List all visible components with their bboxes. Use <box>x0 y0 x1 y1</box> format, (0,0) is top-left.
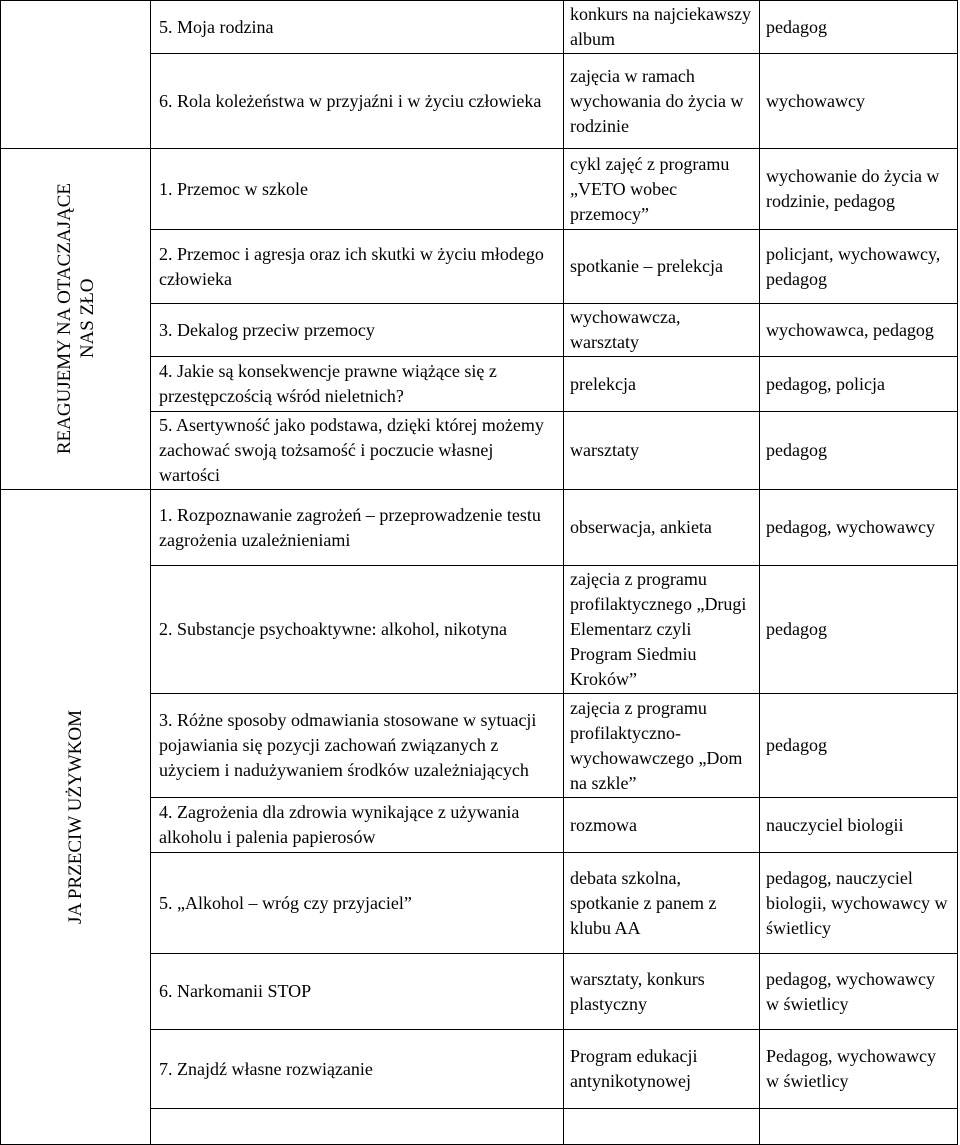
form-cell: zajęcia z programu profilaktyczno-wychowawczego „Dom na szkle” <box>564 694 760 798</box>
responsible-cell: policjant, wychowawcy, pedagog <box>760 230 958 304</box>
topic-cell: 4. Zagrożenia dla zdrowia wynikające z używania alkoholu i palenia papierosów <box>151 798 564 853</box>
topic-cell: 1. Przemoc w szkole <box>151 149 564 230</box>
form-cell: debata szkolna, spotkanie z panem z klubu AA <box>564 853 760 954</box>
responsible-cell: pedagog <box>760 566 958 694</box>
responsible-cell: pedagog, policja <box>760 357 958 412</box>
topic-cell: 5. „Alkohol – wróg czy przyjaciel” <box>151 853 564 954</box>
form-cell: Program edukacji antynikotynowej <box>564 1030 760 1109</box>
responsible-cell <box>760 1109 958 1145</box>
form-cell: prelekcja <box>564 357 760 412</box>
topic-cell: 2. Przemoc i agresja oraz ich skutki w życiu młodego człowieka <box>151 230 564 304</box>
form-cell: warsztaty, konkurs plastyczny <box>564 954 760 1030</box>
form-cell: wychowawcza, warsztaty <box>564 304 760 357</box>
form-cell: warsztaty <box>564 412 760 490</box>
topic-cell: 2. Substancje psychoaktywne: alkohol, nikotyna <box>151 566 564 694</box>
topic-cell: 3. Różne sposoby odmawiania stosowane w sytuacji pojawiania się pozycji zachowań związanych z użyciem i nadużywaniem środków uzależniających <box>151 694 564 798</box>
form-cell: spotkanie – prelekcja <box>564 230 760 304</box>
form-cell <box>564 1109 760 1145</box>
responsible-cell: Pedagog, wychowawcy w świetlicy <box>760 1030 958 1109</box>
topic-cell: 4. Jakie są konsekwencje prawne wiążące się z przestępczością wśród nieletnich? <box>151 357 564 412</box>
responsible-cell: wychowawcy <box>760 54 958 149</box>
responsible-cell: pedagog, nauczyciel biologii, wychowawcy w świetlicy <box>760 853 958 954</box>
topic-cell: 1. Rozpoznawanie zagrożeń – przeprowadzenie testu zagrożenia uzależnieniami <box>151 490 564 566</box>
topic-cell <box>151 1109 564 1145</box>
theme-label-substances: JA PRZECIW UŻYWKOM <box>65 710 86 924</box>
responsible-cell: pedagog <box>760 412 958 490</box>
form-cell: rozmowa <box>564 798 760 853</box>
table-row <box>1 1 958 54</box>
topic-cell: 5. Moja rodzina <box>151 1 564 54</box>
theme-label-violence: REAGUJEMY NA OTACZAJĄCE NAS ZŁO <box>53 183 98 455</box>
theme-cell-violence <box>1 149 151 490</box>
topic-cell: 6. Rola koleżeństwa w przyjaźni i w życiu człowieka <box>151 54 564 149</box>
form-cell: zajęcia z programu profilaktycznego „Drugi Elementarz czyli Program Siedmiu Kroków” <box>564 566 760 694</box>
theme-cell-substances <box>1 490 151 1145</box>
responsible-cell: wychowanie do życia w rodzinie, pedagog <box>760 149 958 230</box>
form-cell: cykl zajęć z programu „VETO wobec przemocy” <box>564 149 760 230</box>
responsible-cell: nauczyciel biologii <box>760 798 958 853</box>
table-row <box>1 149 958 230</box>
responsible-cell: pedagog, wychowawcy w świetlicy <box>760 954 958 1030</box>
theme-cell-empty <box>1 1 151 149</box>
form-cell: obserwacja, ankieta <box>564 490 760 566</box>
responsible-cell: pedagog <box>760 1 958 54</box>
topic-cell: 3. Dekalog przeciw przemocy <box>151 304 564 357</box>
topic-cell: 6. Narkomanii STOP <box>151 954 564 1030</box>
table-row <box>1 490 958 566</box>
topic-cell: 7. Znajdź własne rozwiązanie <box>151 1030 564 1109</box>
responsible-cell: pedagog, wychowawcy <box>760 490 958 566</box>
responsible-cell: pedagog <box>760 694 958 798</box>
responsible-cell: wychowawca, pedagog <box>760 304 958 357</box>
form-cell: konkurs na najciekawszy album <box>564 1 760 54</box>
topic-cell: 5. Asertywność jako podstawa, dzięki której możemy zachować swoją tożsamość i poczucie własnej wartości <box>151 412 564 490</box>
form-cell: zajęcia w ramach wychowania do życia w rodzinie <box>564 54 760 149</box>
